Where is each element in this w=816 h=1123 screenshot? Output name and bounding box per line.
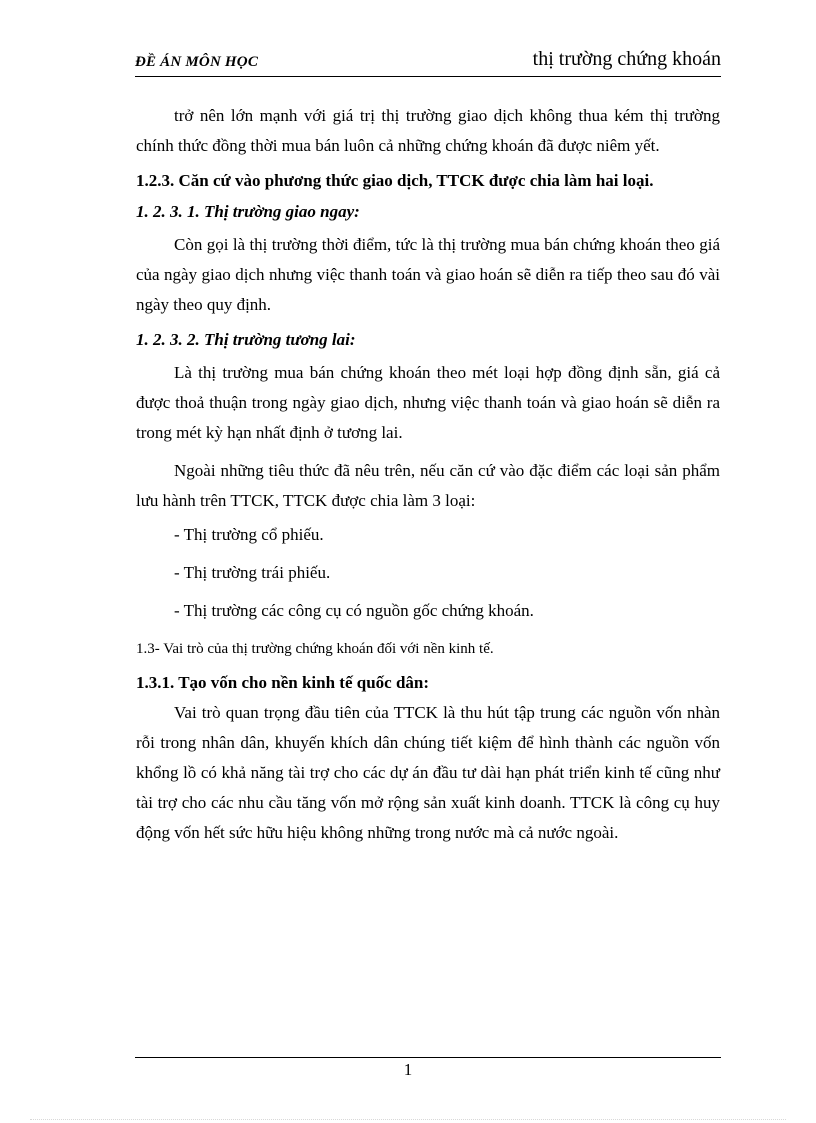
heading-1-2-3: 1.2.3. Căn cứ vào phương thức giao dịch, TTCK được chia làm hai loại. [136, 171, 654, 190]
page-bottom-border [30, 1119, 786, 1120]
page-header [135, 46, 721, 77]
section-1-3-title: 1.3- Vai trò của thị trường chứng khoán đối với nền kinh tế. [136, 641, 494, 657]
page-number: 1 [403, 1060, 413, 1079]
heading-1-3-1: 1.3.1. Tạo vốn cho nền kinh tế quốc dân: [136, 673, 430, 692]
header-topic-title: thị trường chứng khoán [532, 48, 721, 70]
paragraph-product-classification: Ngoài những tiêu thức đã nêu trên, nếu căn cứ vào đặc điểm các loại sản phẩm lưu hành trên TTCK, TTCK được chia làm 3 loại: [136, 461, 720, 510]
list-item-stock-market: - Thị trường cổ phiếu. [174, 525, 324, 544]
footer-rule [135, 1057, 721, 1058]
list-item-derivatives-market: - Thị trường các công cụ có nguồn gốc chứng khoán. [174, 601, 534, 620]
paragraph-spot-market: Còn gọi là thị trường thời điểm, tức là thị trường mua bán chứng khoán theo giá của ngày giao dịch nhưng việc thanh toán và giao hoán sẽ diễn ra tiếp theo sau đó vài ngày theo quy định. [136, 235, 720, 314]
list-item-bond-market: - Thị trường trái phiếu. [174, 563, 331, 582]
heading-1-2-3-2: 1. 2. 3. 2. Thị trường tương lai: [136, 330, 356, 349]
header-course-label: ĐỀ ÁN MÔN HỌC [135, 54, 259, 70]
document-body [136, 101, 720, 848]
heading-1-2-3-1: 1. 2. 3. 1. Thị trường giao ngay: [136, 202, 360, 221]
paragraph-capital-formation: Vai trò quan trọng đầu tiên của TTCK là thu hút tập trung các nguồn vốn nhàn rỗi trong nhân dân, khuyến khích dân chúng tiết kiệm để hình thành các nguồn vốn khổng lồ có khả năng tài trợ cho các dự án đầu tư dài hạn phát triển kinh tế cũng như tài trợ cho các nhu cầu tăng vốn mở rộng sản xuất kinh doanh. TTCK là công cụ huy động vốn hết sức hữu hiệu không những trong nước mà cả nước ngoài. [136, 703, 720, 842]
paragraph-futures-market: Là thị trường mua bán chứng khoán theo mét loại hợp đồng định sẵn, giá cả được thoả thuận trong ngày giao dịch, nhưng việc thanh toán và giao hoán sẽ diễn ra trong mét kỳ hạn nhất định ở tương lai. [136, 363, 720, 442]
intro-paragraph: trở nên lớn mạnh với giá trị thị trường giao dịch không thua kém thị trường chính thức đồng thời mua bán luôn cả những chứng khoán đã được niêm yết. [136, 106, 720, 155]
